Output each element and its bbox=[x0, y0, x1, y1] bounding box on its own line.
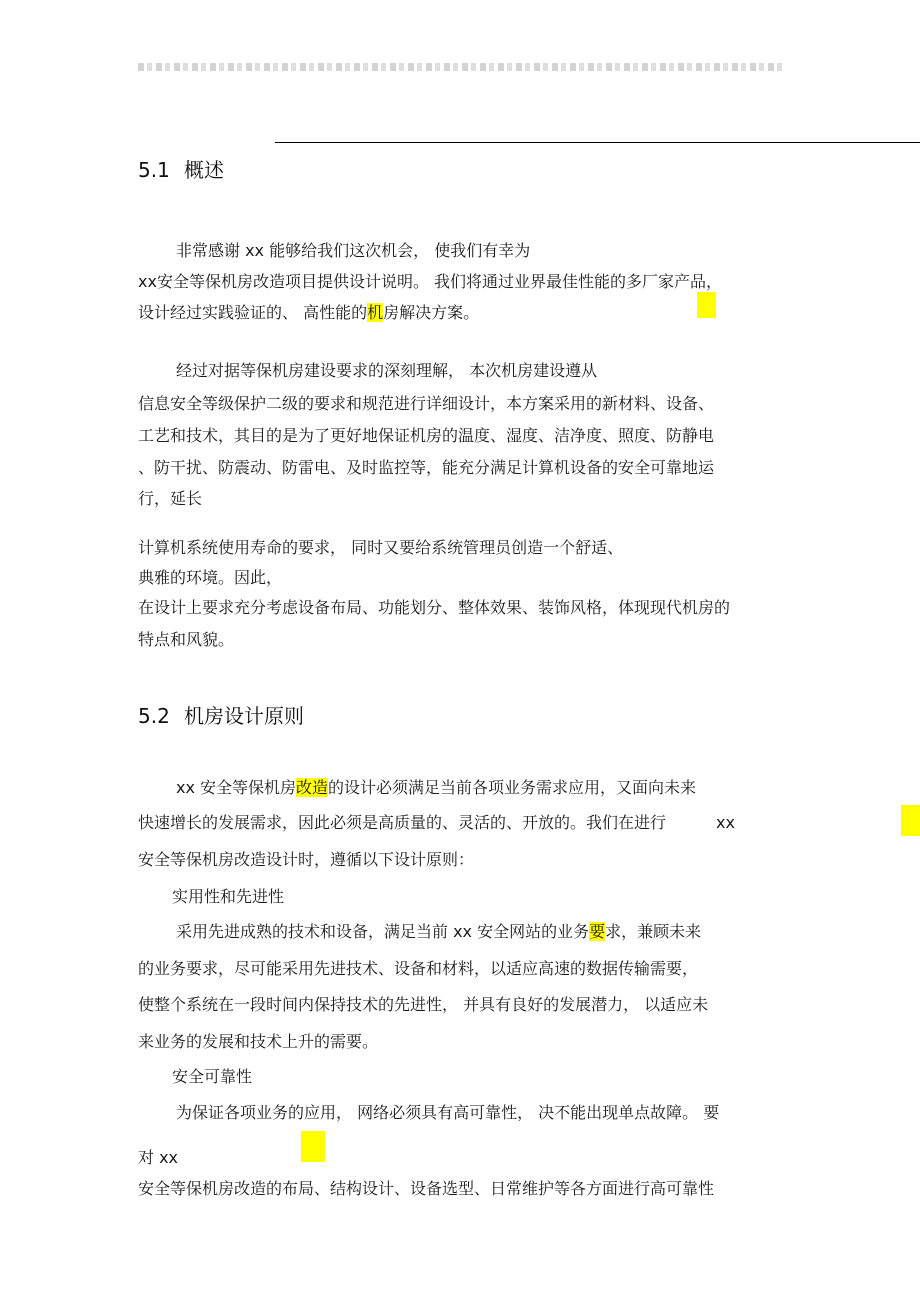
text-run: 房解决方案。 bbox=[383, 303, 480, 322]
text-run: 采用先进成熟的技术和设备，满足当前 xx 安全网站的业务 bbox=[176, 922, 590, 941]
p2-line-1: 经过对据等保机房建设要求的深刻理解， 本次机房建设遵从 bbox=[176, 361, 598, 380]
p3-line-2: 典雅的环境。因此， bbox=[138, 568, 283, 587]
highlighted-text: 改造 bbox=[296, 778, 329, 797]
p2-line-4: 、防干扰、防震动、防雷电、及时监控等，能充分满足计算机设备的安全可靠地运 bbox=[138, 458, 715, 477]
sub1-line-4: 来业务的发展和技术上升的需要。 bbox=[138, 1032, 379, 1051]
sub2-line-1: 为保证各项业务的应用， 网络必须具有高可靠性， 决不能出现单点故障。 要 bbox=[176, 1103, 720, 1122]
text-run: xx 安全等保机房 bbox=[176, 778, 297, 797]
section-heading-5-1 bbox=[138, 154, 224, 183]
p2-line-5: 行，延长 bbox=[138, 489, 203, 508]
highlight-mark bbox=[301, 1131, 325, 1162]
text-run: 设计经过实践验证的、 高性能的 bbox=[138, 303, 368, 322]
text-run: 的设计必须满足当前各项业务需求应用，又面向未来 bbox=[328, 778, 697, 797]
section-number: 5.1 bbox=[138, 158, 170, 182]
text-run: xx bbox=[716, 813, 735, 832]
sub2-line-3: 安全等保机房改造的布局、结构设计、设备选型、日常维护等各方面进行高可靠性 bbox=[138, 1179, 715, 1198]
section-number: 5.2 bbox=[138, 704, 170, 728]
p3-line-1: 计算机系统使用寿命的要求， 同时又要给系统管理员创造一个舒适、 bbox=[138, 538, 624, 557]
sub2-line-2: 对 xx bbox=[138, 1148, 179, 1167]
sub1-line-1 bbox=[176, 922, 701, 942]
p2-line-3: 工艺和技术，其目的是为了更好地保证机房的温度、湿度、洁净度、照度、防静电 bbox=[138, 426, 715, 445]
highlight-mark bbox=[697, 292, 716, 318]
subsection-title-2: 安全可靠性 bbox=[172, 1067, 253, 1086]
p4-line-2 bbox=[138, 813, 735, 833]
section-heading-5-2 bbox=[138, 700, 304, 729]
section-title: 机房设计原则 bbox=[184, 704, 304, 728]
text-run: 快速增长的发展需求，因此必须是高质量的、灵活的、开放的。我们在进行 bbox=[138, 813, 667, 832]
highlighted-text: 机 bbox=[367, 303, 384, 322]
p3-line-3: 在设计上要求充分考虑设备布局、功能划分、整体效果、装饰风格，体现现代机房的 bbox=[138, 598, 731, 617]
p4-line-3: 安全等保机房改造设计时，遵循以下设计原则： bbox=[138, 850, 475, 869]
section-title: 概述 bbox=[184, 158, 224, 182]
header-rule bbox=[275, 142, 920, 143]
p2-line-2: 信息安全等级保护二级的要求和规范进行详细设计，本方案采用的新材料、设备、 bbox=[138, 394, 715, 413]
p1-line-1: 非常感谢 xx 能够给我们这次机会， 使我们有幸为 bbox=[176, 241, 531, 260]
p1-line-2: xx安全等保机房改造项目提供设计说明。 我们将通过业界最佳性能的多厂家产品， bbox=[138, 272, 723, 291]
highlight-mark bbox=[901, 805, 920, 836]
p1-line-3 bbox=[138, 303, 479, 323]
text-run: 求，兼顾未来 bbox=[605, 922, 702, 941]
sub1-line-2: 的业务要求，尽可能采用先进技术、设备和材料，以适应高速的数据传输需要， bbox=[138, 959, 699, 978]
p3-line-4: 特点和风貌。 bbox=[138, 630, 235, 649]
sub1-line-3: 使整个系统在一段时间内保持技术的先进性， 并具有良好的发展潜力， 以适应未 bbox=[138, 995, 709, 1014]
p4-line-1 bbox=[176, 778, 696, 798]
header-text-noise bbox=[138, 63, 783, 71]
subsection-title-1: 实用性和先进性 bbox=[172, 887, 285, 906]
highlighted-text: 要 bbox=[589, 922, 606, 941]
